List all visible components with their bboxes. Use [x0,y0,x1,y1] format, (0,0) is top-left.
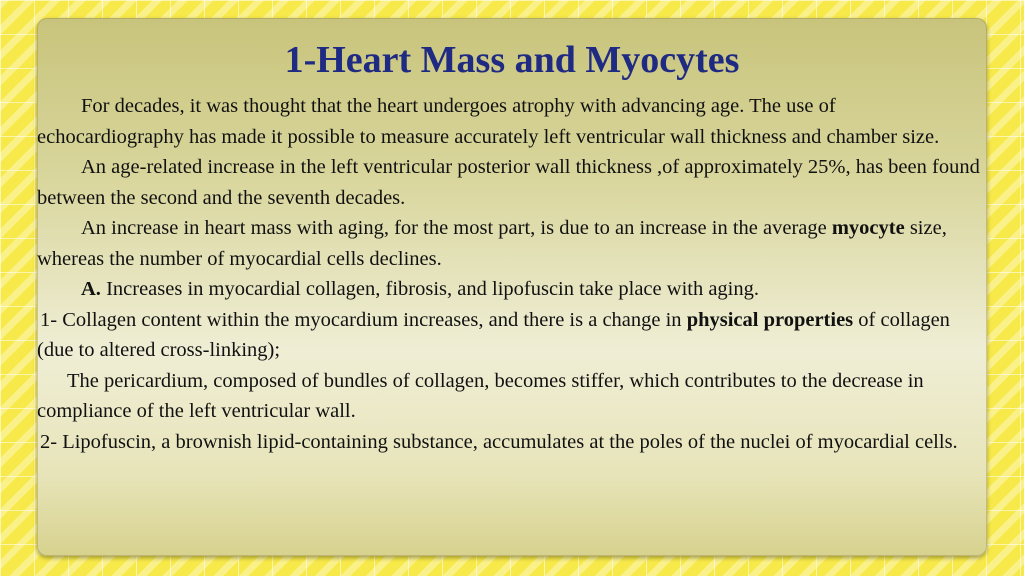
slide-body [37,91,987,457]
slide-title: 1-Heart Mass and Myocytes [284,39,740,81]
point-a-text: Increases in myocardial collagen, fibrosis, and lipofuscin take place with aging. [100,278,759,300]
point-a-label: A. [81,278,101,300]
paragraph-lipofuscin: 2- Lipofuscin, a brownish lipid-containing substance, accumulates at the poles of the nuclei of myocardial cells. [40,430,958,453]
heart-mass-text-start: An increase in heart mass with aging, for the most part, is due to an increase in the average [81,217,832,239]
paragraph-wall-thickness: An age-related increase in the left ventricular posterior wall thickness ,of approximately 25%, has been found between the second and the seventh decades. [37,156,980,209]
paragraph-point-a [37,274,987,305]
paragraph-collagen [37,305,987,366]
myocyte-term: myocyte [831,217,905,239]
physical-properties-term: physical properties [686,308,854,331]
slide-panel [37,18,987,556]
paragraph-pericardium: The pericardium, composed of bundles of collagen, becomes stiffer, which contributes to the decrease in compliance of the left ventricular wall. [37,369,924,422]
collagen-text-end: of collagen (due to altered cross-linking); [37,308,950,361]
collagen-text-start: 1- Collagen content within the myocardium increases, and there is a change in [40,308,687,331]
paragraph-heart-mass [37,213,987,274]
paragraph-echocardiography: For decades, it was thought that the heart undergoes atrophy with advancing age. The use of echocardiography has made it possible to measure accurately left ventricular wall thickness and chamber size. [37,95,940,148]
heart-mass-text-end: size, whereas the number of myocardial cells declines. [37,217,947,270]
